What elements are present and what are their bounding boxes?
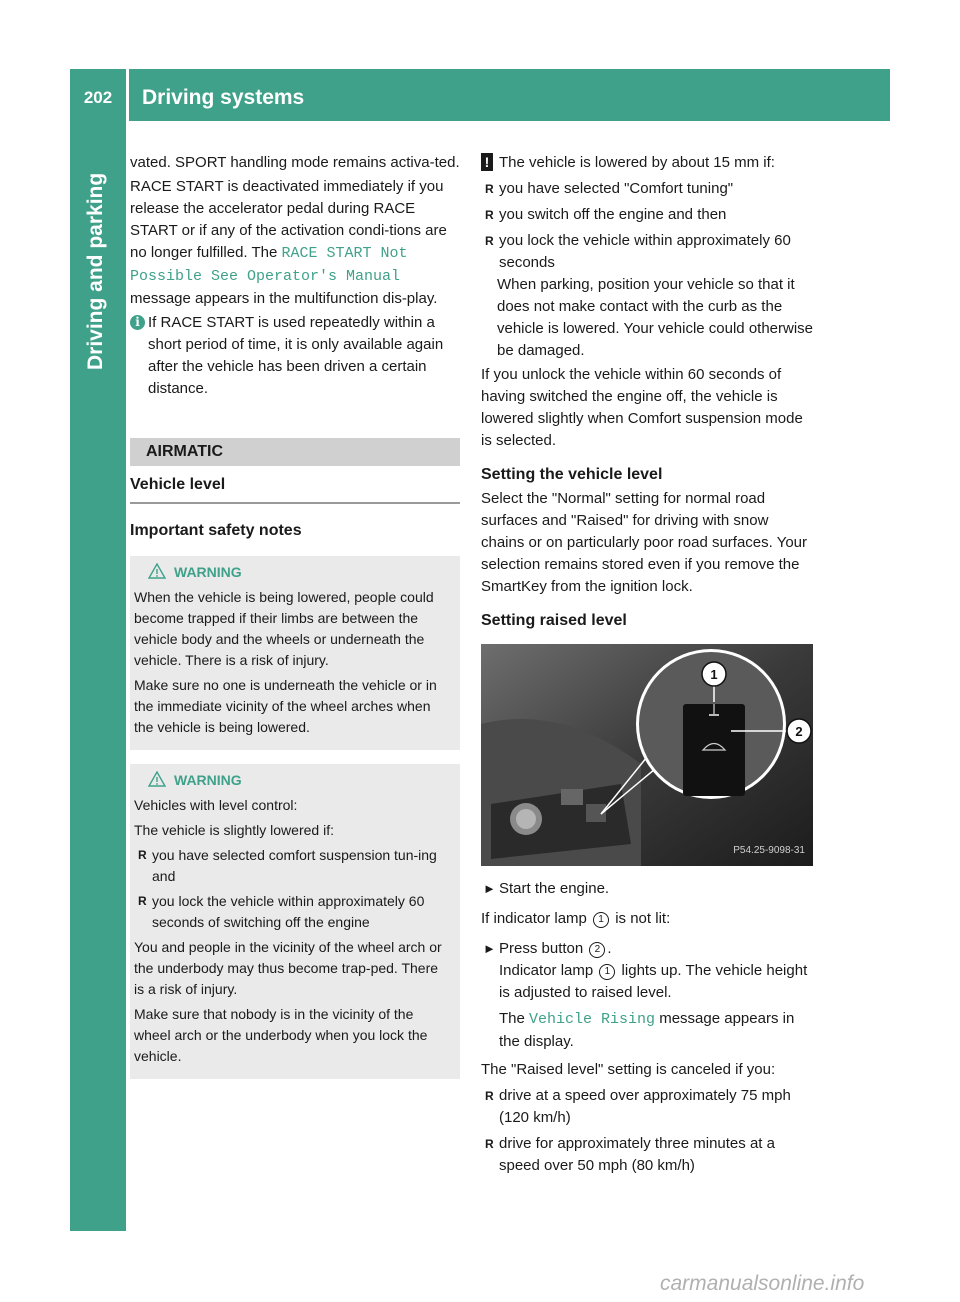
callout-ref: 1 xyxy=(593,912,609,928)
bullet-icon: R xyxy=(485,208,494,222)
bullet-icon: R xyxy=(485,182,494,196)
notice xyxy=(481,152,813,174)
raised-heading: Setting raised level xyxy=(481,612,627,629)
text: If indicator lamp xyxy=(481,910,592,927)
paragraph: vated. SPORT handling mode remains activa-ted. xyxy=(130,154,460,171)
warning-triangle-icon xyxy=(148,771,166,787)
watermark: carmanualsonline.info xyxy=(660,1272,865,1295)
text: RACE START is deactivated immediately if you release the accelerator pedal during RACE START or if any of the activation condi-tions are no longer fulfilled. The xyxy=(130,178,447,261)
list-item xyxy=(481,204,813,226)
control-photo xyxy=(481,644,813,866)
list-item-text: you lock the vehicle within approximately 60 seconds of switching off the engine xyxy=(152,893,425,930)
bullet-icon: R xyxy=(138,894,147,908)
bullet-icon: R xyxy=(485,1137,494,1151)
text: lights up. The vehicle height is adjusted to raised level. xyxy=(499,962,808,1001)
paragraph: The "Raised level" setting is canceled if you: xyxy=(481,1061,776,1078)
safety-heading: Important safety notes xyxy=(130,522,302,539)
warning-text: When the vehicle is being lowered, people could become trapped if their limbs are between the vehicle body and the wheels or underneath the vehicle. There is a risk of injury. xyxy=(134,589,434,668)
callout-ref: 2 xyxy=(589,942,605,958)
paragraph xyxy=(130,176,460,310)
left-column xyxy=(130,152,460,1079)
bullet-icon: R xyxy=(485,234,494,248)
warning-box xyxy=(130,556,460,750)
warning-text: The vehicle is slightly lowered if: xyxy=(134,822,334,838)
warning-title xyxy=(134,770,452,791)
display-message: Vehicle Rising xyxy=(529,1011,656,1028)
paragraph xyxy=(481,908,813,930)
callout-ref: 1 xyxy=(599,964,615,980)
info-text: If RACE START is used repeatedly within a short period of time, it is only available again after the vehicle has been driven a certain distance. xyxy=(148,314,444,397)
paragraph: When parking, position your vehicle so that it does not make contact with the curb as the vehicle is lowered. Your vehicle could otherwise be damaged. xyxy=(497,276,814,359)
warning-title-text: WARNING xyxy=(174,564,242,580)
section-title: Driving systems xyxy=(142,86,305,109)
callout-1: 1 xyxy=(710,667,718,682)
list-item xyxy=(481,1085,813,1129)
list-item-text: you switch off the engine and then xyxy=(499,206,727,223)
header-divider xyxy=(126,69,129,121)
paragraph: If you unlock the vehicle within 60 seconds of having switched the engine off, the vehicle is lowered slightly when Comfort suspension mode is selected. xyxy=(481,366,803,449)
paragraph: Select the "Normal" setting for normal road surfaces and "Raised" for driving with snow chains or on particularly poor road surfaces. Your selection remains stored even if you remove the SmartKey from the ignition lock. xyxy=(481,490,808,595)
step-note xyxy=(499,1008,813,1053)
arrow-icon: ► xyxy=(483,881,496,896)
bullet-icon: R xyxy=(485,1089,494,1103)
list-item-text: drive for approximately three minutes at a speed over 50 mph (80 km/h) xyxy=(499,1135,775,1174)
text: message appears in the multifunction dis-play. xyxy=(130,290,438,307)
photo-code: P54.25-9098-31 xyxy=(733,845,805,856)
arrow-icon: ► xyxy=(483,941,496,956)
list-item xyxy=(134,891,452,933)
notice-text: The vehicle is lowered by about 15 mm if: xyxy=(499,154,775,171)
text: . xyxy=(607,940,612,957)
bullet-icon: R xyxy=(138,848,147,862)
side-tab-label: Driving and parking xyxy=(84,172,107,370)
info-icon: i xyxy=(130,315,145,330)
list-item xyxy=(134,845,452,887)
list-item xyxy=(481,230,813,274)
callout-2: 2 xyxy=(795,724,803,739)
text: The xyxy=(499,1010,530,1027)
warning-text: Make sure no one is underneath the vehicle or in the immediate vicinity of the wheel arches when the vehicle is being lowered. xyxy=(134,677,437,735)
list-item-text: you have selected comfort suspension tun-ing and xyxy=(152,847,437,884)
list-item xyxy=(481,1133,813,1177)
text: Press button xyxy=(499,940,588,957)
display-message: RACE START Not Possible See Operator's Manual xyxy=(130,245,408,285)
airmatic-heading: AIRMATIC xyxy=(130,438,460,466)
instruction-step xyxy=(481,878,813,900)
instruction-step xyxy=(481,938,813,1053)
list-item-text: you have selected "Comfort tuning" xyxy=(499,180,734,197)
warning-title xyxy=(134,562,452,583)
warning-text: Vehicles with level control: xyxy=(134,797,298,813)
notice-icon: ! xyxy=(481,153,493,171)
warning-title-text: WARNING xyxy=(174,772,242,788)
step-text: Start the engine. xyxy=(499,880,610,897)
info-note xyxy=(130,312,460,400)
list-item-text: you lock the vehicle within approximately 60 seconds xyxy=(499,232,791,271)
right-column xyxy=(481,152,813,1177)
list-item-text: drive at a speed over approximately 75 mph (120 km/h) xyxy=(499,1087,791,1126)
control-illustration xyxy=(481,644,813,866)
warning-box xyxy=(130,764,460,1079)
side-tab-label-box xyxy=(82,120,114,370)
warning-triangle-icon xyxy=(148,563,166,579)
text: is not lit: xyxy=(611,910,671,927)
list-item xyxy=(481,178,813,200)
warning-text: Make sure that nobody is in the vicinity of the wheel arch or the underbody when you lock the vehicle. xyxy=(134,1006,428,1064)
page-number: 202 xyxy=(83,88,113,107)
setting-heading: Setting the vehicle level xyxy=(481,466,663,483)
text: Indicator lamp xyxy=(499,962,598,979)
text: message appears in the display. xyxy=(499,1010,795,1050)
warning-text: You and people in the vicinity of the wheel arch or the underbody may thus become trap-ped. There is a risk of injury. xyxy=(134,939,442,997)
vehicle-level-heading: Vehicle level xyxy=(130,474,460,504)
